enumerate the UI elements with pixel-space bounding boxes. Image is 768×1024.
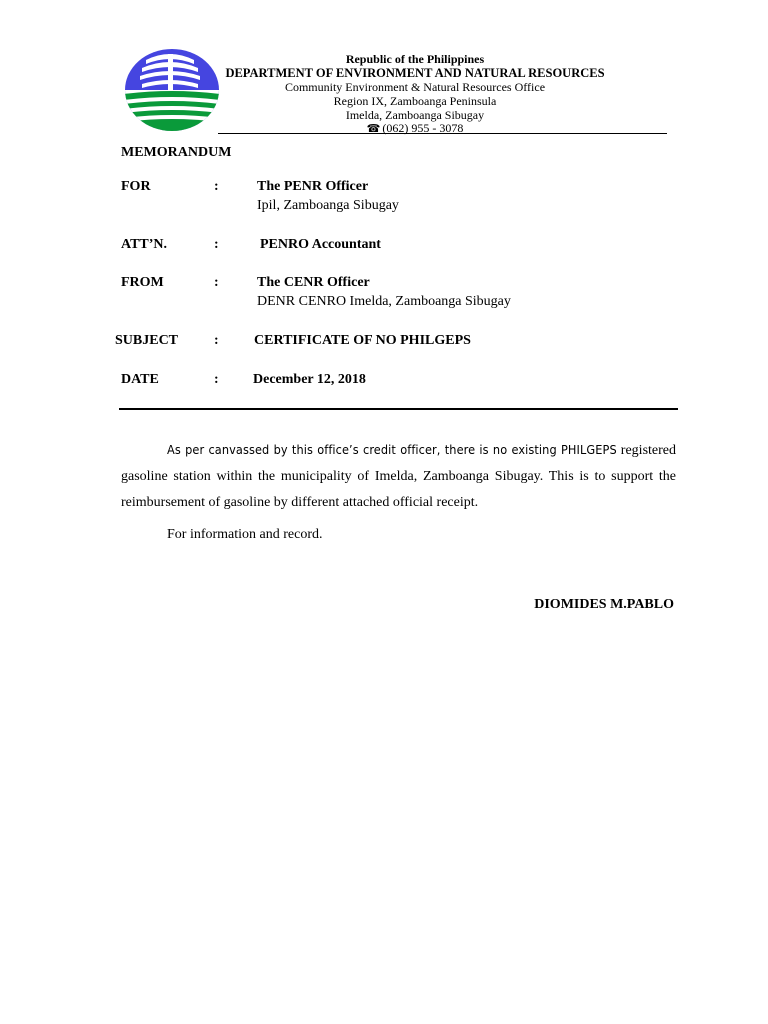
from-label: FROM [121,275,164,290]
subject-colon: : [214,333,219,348]
header-divider [218,133,667,134]
from-value: The CENR Officer [257,275,370,290]
closing-line: For information and record. [167,527,323,542]
date-label: DATE [121,372,159,387]
attn-value: PENRO Accountant [260,237,381,252]
body-paragraph-line1: As per canvassed by this office’s credit officer, there is no existing PHILGEPS [167,442,617,457]
for-colon: : [214,179,219,194]
header-department: DEPARTMENT OF ENVIRONMENT AND NATURAL RESOURCES [225,66,605,80]
signatory-name: DIOMIDES M.PABLO [534,597,674,612]
body-paragraph [121,437,676,516]
header-office: Community Environment & Natural Resources Office [284,80,546,94]
phone-icon: ☎ [366,123,381,135]
from-colon: : [214,275,219,290]
from-sub: DENR CENRO Imelda, Zamboanga Sibugay [257,294,511,309]
body-paragraph-rest: registered gasoline station within the municipality of Imelda, Zamboanga Sibugay. This is to support the reimbursement of gasoline by different attached official receipt. [121,443,676,510]
header-phone: (062) 955 - 3078 [382,121,464,135]
memo-divider [119,408,678,410]
date-colon: : [214,372,219,387]
attn-label: ATT’N. [121,237,168,252]
subject-value: CERTIFICATE OF NO PHILGEPS [254,333,471,348]
date-value: December 12, 2018 [253,372,366,387]
for-sub: Ipil, Zamboanga Sibugay [257,198,399,213]
for-value: The PENR Officer [257,179,369,194]
memo-title: MEMORANDUM [121,145,232,160]
for-label: FOR [121,179,151,194]
header-region: Region IX, Zamboanga Peninsula [333,94,497,108]
header-location: Imelda, Zamboanga Sibugay [345,108,485,122]
subject-label: SUBJECT [115,333,179,348]
header-republic: Republic of the Philippines [345,52,485,66]
attn-colon: : [214,237,219,252]
